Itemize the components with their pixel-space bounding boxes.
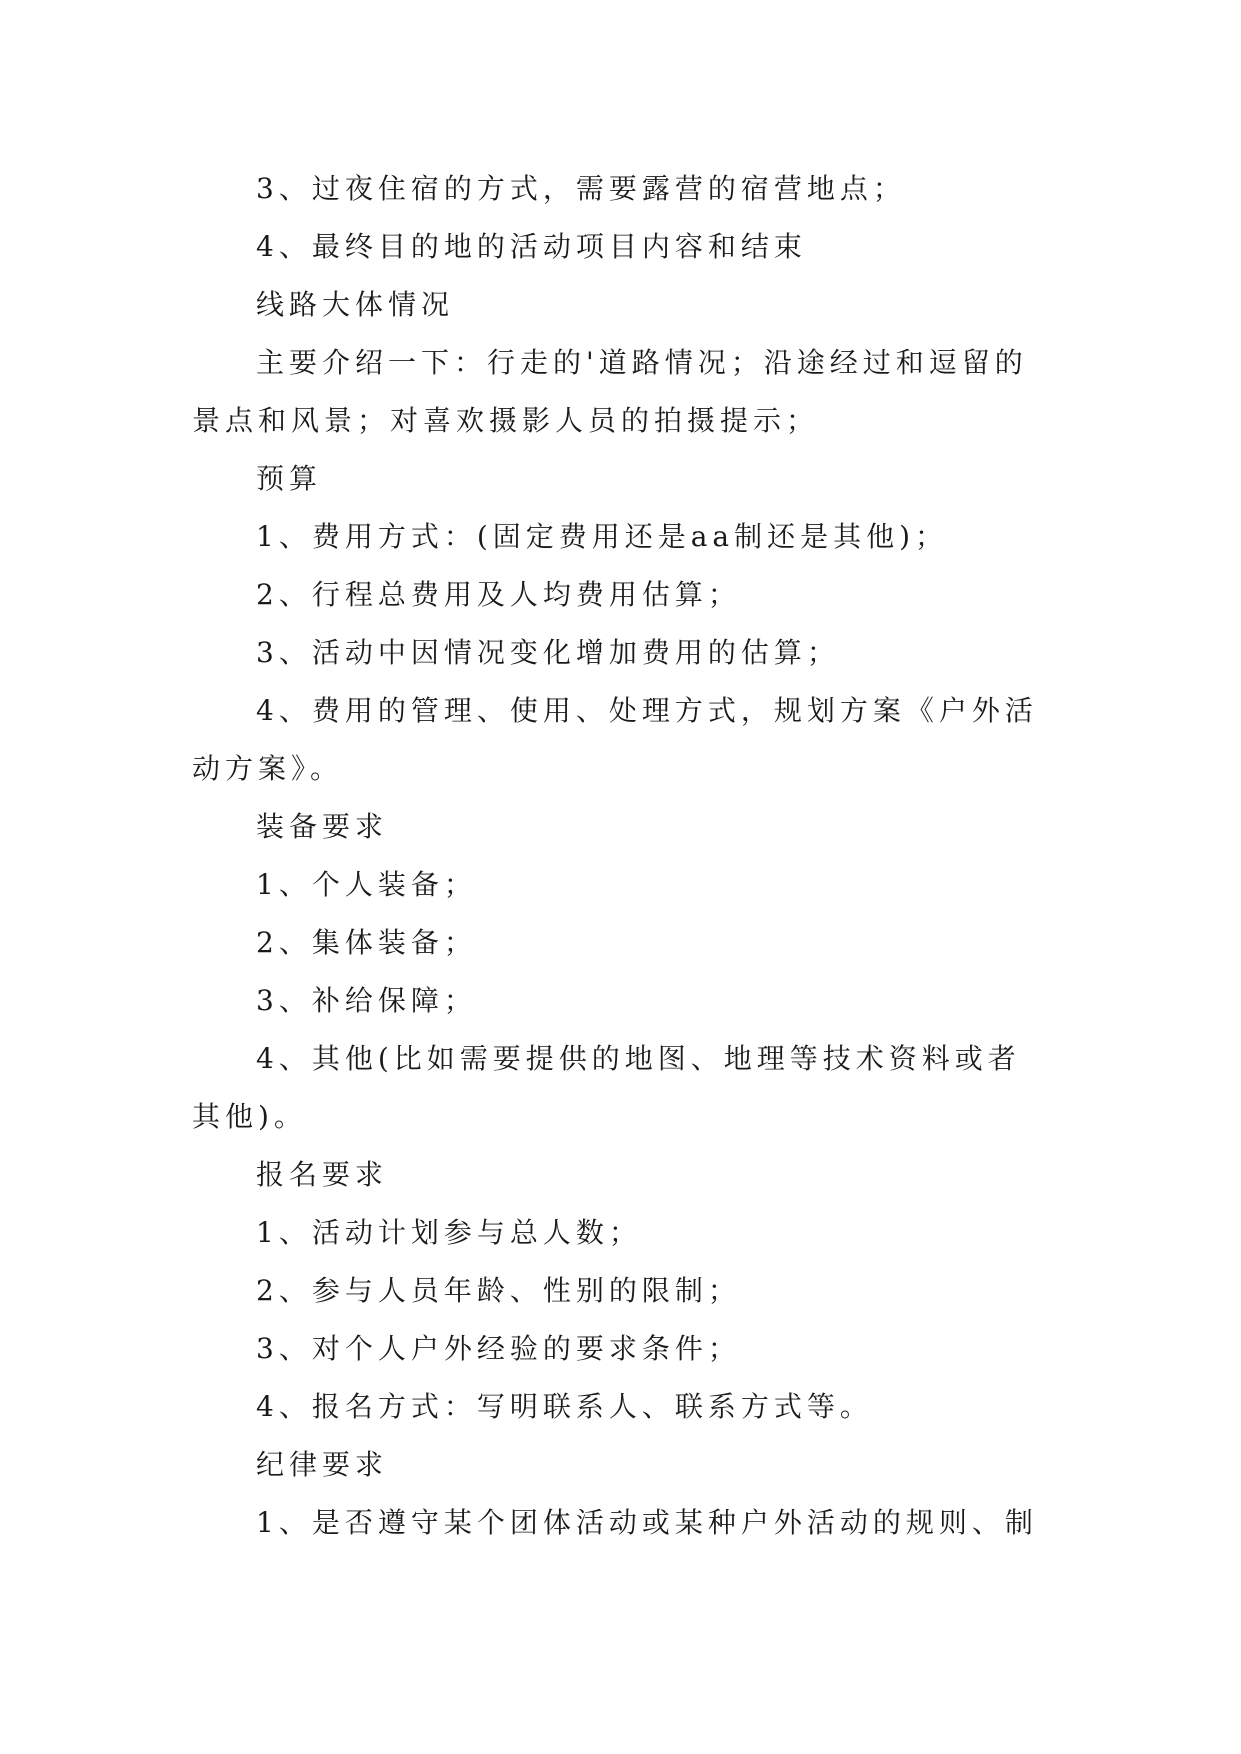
paragraph: 3、补给保障； <box>256 984 477 1017</box>
paragraph: 1、费用方式：(固定费用还是aa制还是其他)； <box>256 520 949 553</box>
section-heading: 装备要求 <box>256 810 389 843</box>
paragraph: 4、费用的管理、使用、处理方式，规划方案《户外活动方案》。 <box>192 694 1038 785</box>
paragraph: 1、是否遵守某个团体活动或某种户外活动的规则、制 <box>256 1506 1038 1539</box>
paragraph: 4、报名方式：写明联系人、联系方式等。 <box>256 1390 873 1423</box>
section-heading: 纪律要求 <box>256 1448 389 1481</box>
section-heading: 报名要求 <box>256 1158 389 1191</box>
paragraph: 主要介绍一下：行走的'道路情况；沿途经过和逗留的景点和风景；对喜欢摄影人员的拍摄提示； <box>192 346 1028 437</box>
paragraph: 2、参与人员年龄、性别的限制； <box>256 1274 741 1307</box>
paragraph: 2、集体装备； <box>256 926 477 959</box>
section-heading: 线路大体情况 <box>256 288 455 321</box>
paragraph: 3、活动中因情况变化增加费用的估算； <box>256 636 840 669</box>
paragraph: 1、活动计划参与总人数； <box>256 1216 642 1249</box>
paragraph: 2、行程总费用及人均费用估算； <box>256 578 741 611</box>
paragraph: 4、最终目的地的活动项目内容和结束 <box>256 230 807 263</box>
paragraph: 3、对个人户外经验的要求条件； <box>256 1332 741 1365</box>
document-page <box>192 160 1052 1552</box>
section-heading: 预算 <box>256 462 323 495</box>
paragraph: 4、其他(比如需要提供的地图、地理等技术资料或者其他)。 <box>192 1042 1021 1133</box>
paragraph: 3、过夜住宿的方式，需要露营的宿营地点； <box>256 172 906 205</box>
paragraph: 1、个人装备； <box>256 868 477 901</box>
